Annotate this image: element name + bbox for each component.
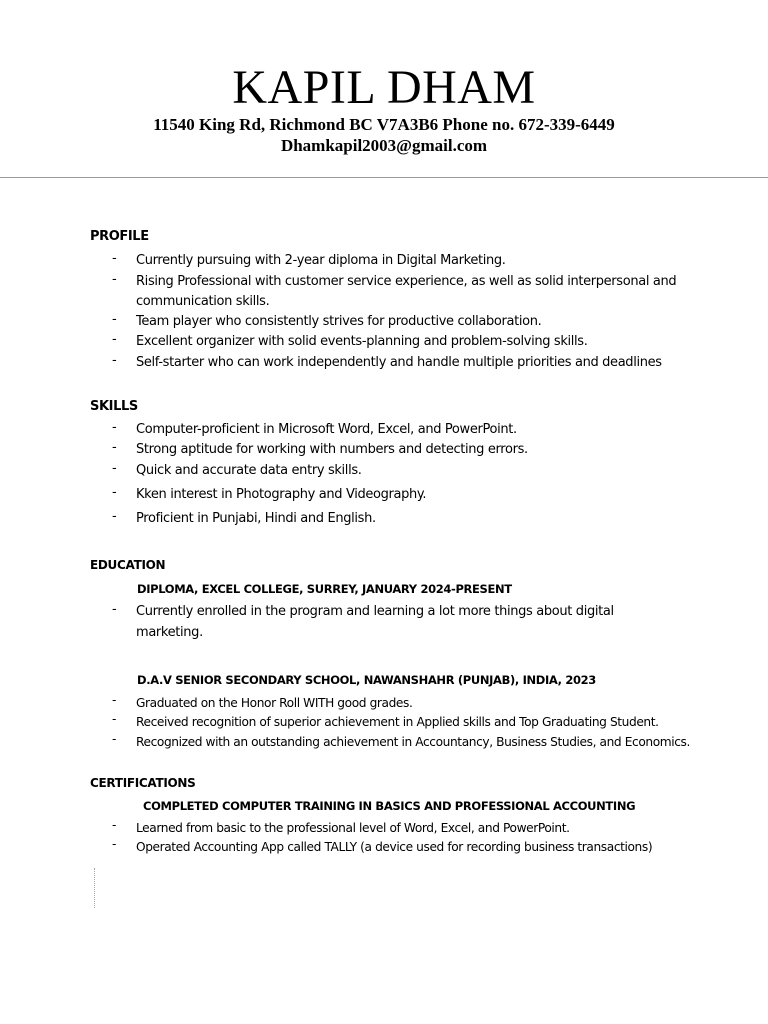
bullet-text: Operated Accounting App called TALLY (a device used for recording business transactions) [136,840,653,854]
bullet-dash: - [112,509,117,524]
candidate-name: KAPIL DHAM [232,61,536,114]
text-cursor-marker [94,868,97,908]
bullet-dash: - [112,461,117,476]
education-heading: EDUCATION [90,558,166,572]
bullet-dash: - [112,440,117,455]
bullet-dash: - [112,332,117,347]
bullet-dash: - [112,693,116,707]
bullet-dash: - [112,712,116,726]
education-entry-title: DIPLOMA, EXCEL COLLEGE, SURREY, JANUARY 2024-PRESENT [137,582,512,596]
bullet-text: Currently pursuing with 2-year diploma in Digital Marketing. [136,253,506,268]
bullet-text: Strong aptitude for working with numbers and detecting errors. [136,442,528,457]
skills-heading: SKILLS [90,399,138,414]
bullet-text: Proficient in Punjabi, Hindi and English. [136,511,376,526]
education-entry-title: D.A.V SENIOR SECONDARY SCHOOL, NAWANSHAHR (PUNJAB), INDIA, 2023 [137,673,596,687]
bullet-dash: - [112,732,116,746]
bullet-text: Quick and accurate data entry skills. [136,463,362,478]
bullet-text: Currently enrolled in the program and learning a lot more things about digital [136,604,614,619]
certifications-heading: CERTIFICATIONS [90,776,196,790]
bullet-text: Excellent organizer with solid events-planning and problem-solving skills. [136,334,588,349]
bullet-text: Recognized with an outstanding achievement in Accountancy, Business Studies, and Economics. [136,735,690,749]
profile-heading: PROFILE [90,229,149,244]
bullet-dash: - [112,818,116,832]
bullet-text: Graduated on the Honor Roll WITH good grades. [136,696,413,710]
bullet-dash: - [112,251,117,266]
bullet-text: Received recognition of superior achievement in Applied skills and Top Graduating Student. [136,715,659,729]
bullet-text: Kken interest in Photography and Videography. [136,487,427,502]
certification-title: COMPLETED COMPUTER TRAINING IN BASICS AND PROFESSIONAL ACCOUNTING [143,799,636,813]
bullet-text: Self-starter who can work independently and handle multiple priorities and deadlines [136,355,662,370]
bullet-text: Learned from basic to the professional level of Word, Excel, and PowerPoint. [136,821,570,835]
bullet-dash: - [112,602,117,617]
header-divider [0,177,768,178]
bullet-text: Rising Professional with customer service experience, as well as solid interpersonal and [136,274,677,289]
bullet-dash: - [112,272,117,287]
bullet-text: Computer-proficient in Microsoft Word, Excel, and PowerPoint. [136,422,517,437]
bullet-dash: - [112,420,117,435]
bullet-dash: - [112,485,117,500]
bullet-text: Team player who consistently strives for productive collaboration. [136,314,542,329]
bullet-text: marketing. [136,625,203,640]
contact-address-phone: 11540 King Rd, Richmond BC V7A3B6 Phone no. 672-339-6449 [153,115,615,134]
contact-email: Dhamkapil2003@gmail.com [280,136,488,155]
bullet-text: communication skills. [136,294,270,309]
bullet-dash: - [112,837,116,851]
bullet-dash: - [112,312,117,327]
bullet-dash: - [112,353,117,368]
